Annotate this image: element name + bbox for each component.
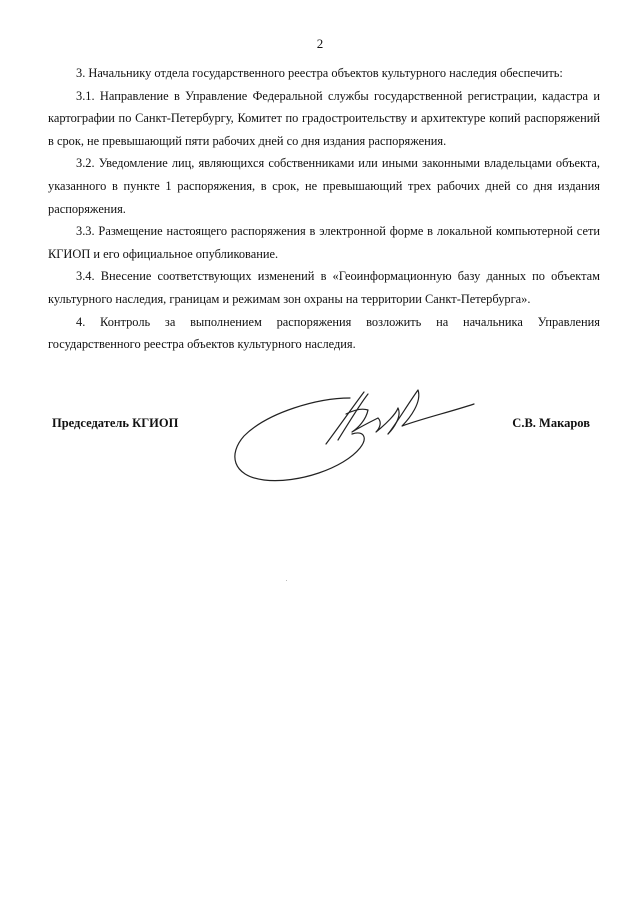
paragraph-3-2: 3.2. Уведомление лиц, являющихся собственниками или иными законными владельцами объекта, указанного в пункте 1 распоряжения, в срок, не превышающий трех рабочих дней со дня издания распоряжения. [48, 156, 600, 216]
signatory-title: Председатель КГИОП [52, 416, 179, 430]
paragraph-3-3: 3.3. Размещение настоящего распоряжения в электронной форме в локальной компьютерной сети КГИОП и его официальное опубликование. [48, 224, 600, 261]
page-number: 2 [316, 36, 324, 51]
paragraph-3-1: 3.1. Направление в Управление Федеральной службы государственной регистрации, кадастра и картографии по Санкт-Петербургу, Комитет по градостроительству и архитектуре копий распоряжений в срок, не превышающий пяти рабочих дней со дня издания распоряжения. [48, 88, 600, 148]
handwritten-signature [228, 384, 488, 490]
paragraph-4: 4. Контроль за выполнением распоряжения возложить на начальника Управления государственного реестра объектов культурного наследия. [48, 314, 600, 352]
signatory-name: С.В. Макаров [512, 416, 590, 430]
document-body [48, 62, 600, 356]
paragraph-3-4: 3.4. Внесение соответствующих изменений в «Геоинформационную базу данных по объектам культурного наследия, границам и режимам зон охраны на территории Санкт-Петербурга». [48, 269, 600, 306]
paragraph-3: 3. Начальнику отдела государственного реестра объектов культурного наследия обеспечить: [76, 66, 563, 80]
scan-speck [286, 580, 287, 581]
